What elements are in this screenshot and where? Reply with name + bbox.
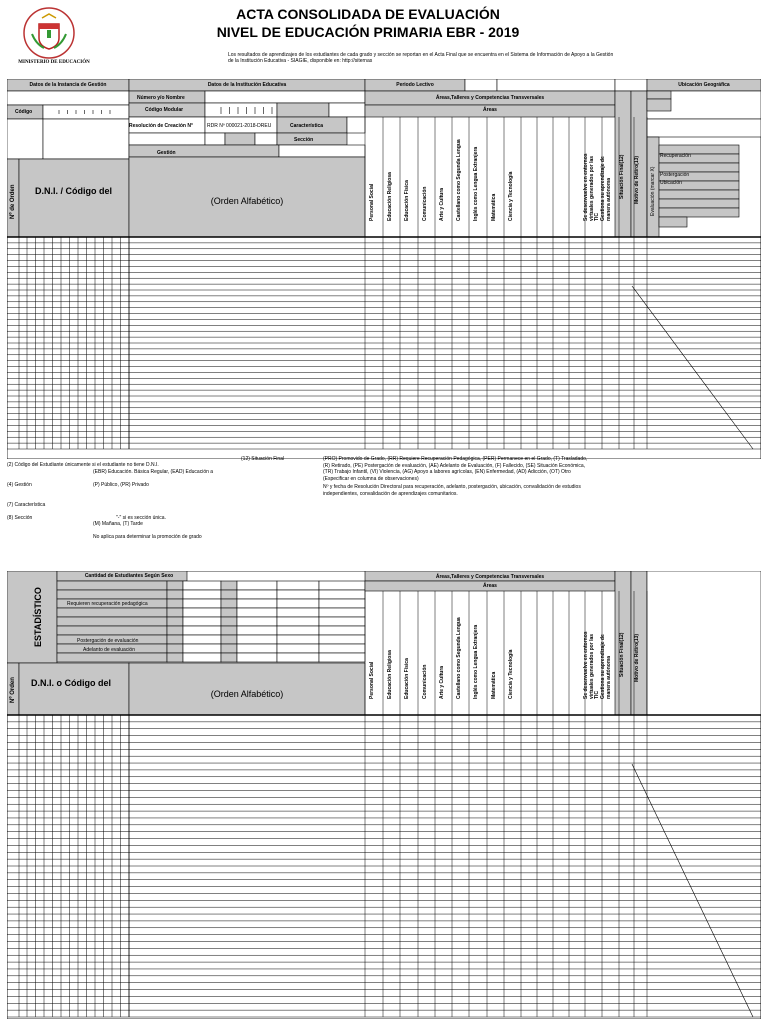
subject-header: Matemática	[491, 193, 497, 221]
ubic-label: Ubicación	[660, 180, 682, 186]
bottom-table	[7, 571, 761, 1019]
postergacion-row-label: Postergación de evaluación	[77, 638, 139, 644]
note-12: (12) Situación Final	[241, 456, 285, 462]
alfabetico-header: (Orden Alfabético)	[210, 196, 284, 206]
situacion-header: Situación Final(12)	[619, 154, 625, 199]
bottom-motivo: Motivo de Retiro(13)	[634, 633, 640, 682]
competencia-header: Gestiona su aprendizaje de manera autónoma	[600, 156, 612, 221]
subject-header: Arte y Cultura	[439, 665, 445, 699]
codigo-label: Código	[15, 109, 33, 115]
areas-header: Áreas	[483, 107, 497, 113]
bottom-areas: Áreas	[483, 583, 497, 589]
subject-header: Castellano como Segunda Lengua	[456, 617, 462, 699]
note-8: (8) Sección	[7, 515, 33, 521]
periodo-header: Periodo Lectivo	[396, 82, 434, 88]
recuperacion-label: Recuperación	[660, 153, 691, 159]
instancia-header: Datos de la Instancia de Gestión	[29, 82, 107, 88]
subject-header: Educación Religiosa	[387, 172, 393, 221]
competencia-header: Se desenvuelve en entornos virtuales generados por las TIC	[583, 153, 600, 221]
note-4-value: (P) Público, (PR) Privado	[93, 482, 149, 488]
estadistico-label: ESTADÍSTICO	[33, 587, 43, 647]
intro-text: Los resultados de aprendizajes de los estudiantes de cada grado y sección se reportan en el Acta Final que se encuentra en el Sistema de Información de Apoyo a la Gestión de la Institución Educativa - SIAGIE, disponible en: http://siternas	[228, 52, 614, 64]
note-2a: (2) Código del Estudiante únicamente si el estudiante no tiene D.N.I.	[7, 462, 159, 468]
note-8-turno: (M) Mañana, (T) Tarde	[93, 521, 143, 527]
institucion-header: Datos de la Institución Educativa	[207, 82, 287, 88]
note-8-value: "-" si es sección única.	[116, 515, 166, 521]
subject-header: Personal Social	[369, 661, 375, 699]
competencia-header: Gestiona su aprendizaje de manera autónoma	[600, 634, 612, 699]
subject-header: Educación Religiosa	[387, 650, 393, 699]
ubicacion-header: Ubicación Geográfica	[678, 82, 730, 88]
subject-header: Comunicación	[422, 186, 428, 221]
subject-header: Educación Física	[404, 180, 410, 221]
subject-header: Castellano como Segunda Lengua	[456, 139, 462, 221]
note-12-value: (PRO) Promovido de Grado, (RR) Requiere Recuperación Pedagógica, (PER) Permanece en el Grado, (T) Trasladado, (R) Retirado, (PE) Postergación de evaluación, (AE) Adelanto de Evaluación, (F) Fallecido, (SE) Situación Económica, (TR) Trabajo Infantil, (VI) Violencia, (AG) Apoyo a labores agrícolas, (EN) Enfermedad, (AD) Adicción, (OT) Otro (Especificar en columna de observaciones)	[323, 456, 588, 482]
subject-header: Comunicación	[422, 664, 428, 699]
subject-header: Inglés como Lengua Extranjera	[473, 146, 479, 221]
bottom-areas-talleres: Áreas,Talleres y Competencias Transversales	[435, 574, 545, 580]
page-title: ACTA CONSOLIDADA DE EVALUACIÓN	[236, 6, 500, 22]
gestion-label: Gestión	[157, 150, 176, 156]
bottom-situacion: Situación Final(12)	[619, 632, 625, 677]
top-grid	[7, 79, 761, 459]
logo-caption: MINISTERIO DE EDUCACIÓN	[18, 60, 90, 65]
page-subtitle: NIVEL DE EDUCACIÓN PRIMARIA EBR - 2019	[216, 24, 520, 40]
subject-header: Ciencia y Tecnología	[508, 649, 514, 699]
bottom-alfabetico: (Orden Alfabético)	[210, 689, 284, 699]
requieren-label: Requieren recuperación pedagógica	[67, 601, 148, 607]
bottom-orden-header: Nº Orden	[10, 677, 16, 703]
resolucion-label: Resolución de Creación N°	[129, 123, 193, 129]
note-9: No aplica para determinar la promoción de grado	[93, 534, 202, 540]
note-7: (7) Característica	[7, 502, 46, 508]
bottom-dni-header: D.N.I. o Código del	[31, 678, 111, 688]
subject-header: Personal Social	[369, 183, 375, 221]
motivo-header: Motivo de Retiro(13)	[634, 155, 640, 204]
subject-header: Matemática	[491, 671, 497, 699]
adelanto-label: Adelanto de evaluación	[83, 647, 135, 653]
codigo-modular-label: Código Modular	[145, 107, 184, 113]
caracteristica-label: Característica	[290, 123, 324, 129]
subject-header: Inglés como Lengua Extranjera	[473, 624, 479, 699]
subject-header: Ciencia y Tecnología	[508, 171, 514, 221]
orden-header: Nº de Orden	[10, 184, 16, 219]
note-4: (4) Gestión	[7, 482, 32, 488]
note-13: Nº y fecha de Resolución Directoral para recuperación, adelanto, postergación, ubicación, convalidación de estudios independientes, convalidación de aprendizajes comunitarios.	[323, 484, 581, 497]
ministry-seal	[22, 6, 76, 60]
numero-nombre-label: Número y/o Nombre	[137, 95, 185, 101]
competencia-header: Se desenvuelve en entornos virtuales generados por las TIC	[583, 631, 600, 699]
subject-header: Arte y Cultura	[439, 187, 445, 221]
resolucion-value: RDR Nº 000021-2018-DREU	[207, 123, 272, 129]
note-2b: (EBR) Educación. Básica Regular, (EAD) Educación a	[93, 469, 214, 475]
subject-header: Educación Física	[404, 658, 410, 699]
seccion-label: Sección	[294, 137, 314, 143]
postergacion-label: Postergación	[660, 172, 690, 178]
areas-talleres-header: Áreas,Talleres y Competencias Transversales	[435, 95, 545, 101]
cantidad-header: Cantidad de Estudiantes Según Sexo	[84, 573, 174, 579]
evaluacion-header: Evaluación (marcar X)	[650, 166, 656, 216]
dni-header: D.N.I. / Código del	[35, 186, 112, 196]
top-table	[7, 79, 761, 459]
